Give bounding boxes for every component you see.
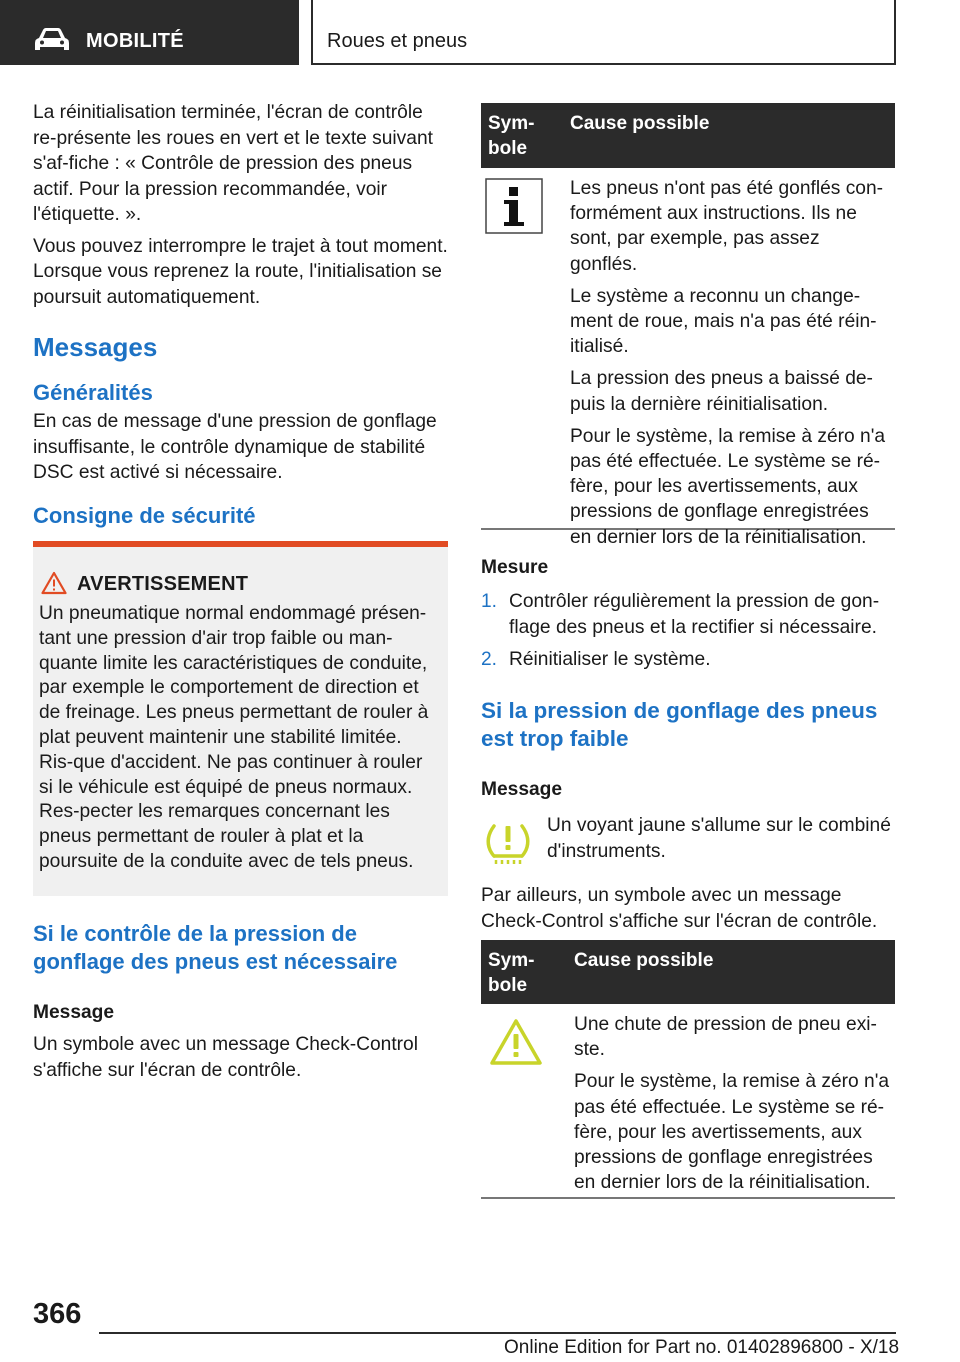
paragraph-check-control-2: Par ailleurs, un symbole avec un message Check-Control s'affiche sur l'écran de contrôle. [481, 885, 878, 932]
page-number: 366 [33, 1298, 82, 1330]
label-message: Message [481, 778, 563, 800]
heading-messages: Messages [33, 332, 158, 362]
header-chapter-box [311, 0, 896, 65]
table-row [481, 1004, 895, 1199]
heading-safety-note: Consigne de sécurité [33, 502, 256, 528]
column-header-cause: Cause possible [570, 113, 710, 134]
table-header [481, 103, 895, 168]
cause-cell [574, 1012, 892, 1202]
footer-edition: Online Edition for Part no. 01402896800 - X/18 [504, 1337, 900, 1358]
tire-pressure-warning-icon [482, 820, 534, 866]
cause-table-2 [481, 940, 895, 1199]
header-section-title: MOBILITÉ [86, 30, 184, 52]
warning-text: Un pneumatique normal endommagé présen-tant une pression d'air trop faible ou man-quante limite les caractéristiques de conduite, par exemple le comportement de direction et de freinage. Les pneus permettant de rouler à plat peuvent maintenir une stabilité limitée. Ris-que d'accident. Ne pas continuer à rouler si le véhicule est équipé de pneus normaux. Res-pecter les remarques concernant les pneus permettant de rouler à plat et la poursuite de la conduite avec de tels pneus. [39, 603, 429, 872]
column-header-symbol: Sym-bole [488, 113, 535, 159]
list-item [481, 647, 895, 673]
cause-text: Pour le système, la remise à zéro n'a pas été effectuée. Le système se ré-fère, pour les avertissements, aux pressions de gonflage enregistrées en dernier lors de la réinitialisation. [570, 425, 886, 548]
car-icon [34, 27, 70, 53]
warning-triangle-icon [489, 1018, 543, 1066]
column-header-symbol: Sym-bole [488, 950, 535, 996]
column-header-cause: Cause possible [574, 950, 714, 971]
cause-text: Une chute de pression de pneu exi-ste. [574, 1014, 877, 1061]
table-header [481, 940, 895, 1004]
label-message: Message [33, 1002, 115, 1023]
footer-divider [99, 1332, 896, 1334]
left-column [33, 100, 448, 530]
list-item [481, 589, 895, 640]
paragraph-reset-complete: La réinitialisation terminée, l'écran de contrôle re-présente les roues en vert et le texte suivant s'af-fiche : « Contrôle de pression des pneus actif. Pour la pression recommandée, voir l'étiquette. ». [33, 102, 433, 225]
cause-table-1 [481, 103, 895, 548]
paragraph-interrupt-trip: Vous pouvez interrompre le trajet à tout moment. Lorsque vous reprenez la route, l'initialisation se poursuit automatiquement. [33, 235, 448, 308]
cause-cell [570, 176, 892, 557]
warning-box [33, 541, 448, 896]
heading-low-pressure: Si la pression de gonflage des pneus est trop faible [481, 697, 878, 751]
header-section-tab [0, 0, 299, 65]
step-text: Contrôler régulièrement la pression de gon-flage des pneus et la rectifier si nécessaire. [509, 591, 880, 638]
paragraph-dsc: En cas de message d'une pression de gonflage insuffisante, le contrôle dynamique de stabilité DSC est activé si nécessaire. [33, 411, 437, 483]
paragraph-check-control: Un symbole avec un message Check-Control s'affiche sur l'écran de contrôle. [33, 1034, 418, 1081]
label-measure: Mesure [481, 557, 549, 578]
cause-text: La pression des pneus a baissé de-puis la dernière réinitialisation. [570, 368, 873, 415]
heading-check-needed: Si le contrôle de la pression de gonflage des pneus est nécessaire [33, 921, 398, 974]
left-column-lower [33, 920, 448, 1089]
step-text: Réinitialiser le système. [509, 649, 711, 670]
cause-text: Pour le système, la remise à zéro n'a pas été effectuée. Le système se ré-fère, pour les avertissements, aux pressions de gonflage enregistrées en dernier lors de la réinitialisation. [574, 1071, 890, 1194]
warning-title: AVERTISSEMENT [77, 573, 249, 595]
cause-text: Les pneus n'ont pas été gonflés con-formément aux instructions. Ils ne sont, par exemple, pas assez gonflés. [570, 178, 884, 275]
cause-text: Le système a reconnu un change-ment de roue, mais n'a pas été réin-itialisé. [570, 285, 877, 358]
header-chapter-title: Roues et pneus [327, 30, 468, 52]
right-column-lower [481, 555, 895, 803]
heading-generalites: Généralités [33, 380, 153, 405]
warning-triangle-icon [41, 571, 67, 595]
indicator-light-text: Un voyant jaune s'allume sur le combiné d'instruments. [547, 815, 891, 862]
table-row [481, 168, 895, 548]
step-number: 1. [481, 591, 498, 612]
step-number: 2. [481, 649, 498, 670]
info-icon [485, 178, 543, 234]
